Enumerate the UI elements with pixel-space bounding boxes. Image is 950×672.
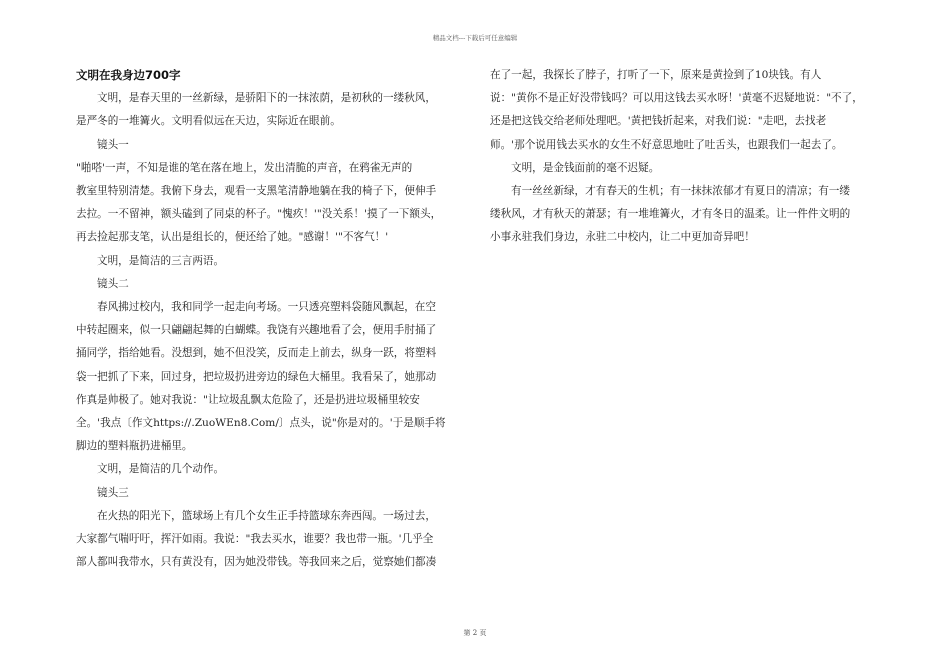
left-column [76, 64, 458, 574]
text-line: 小事永驻我们身边，永驻二中校内，让二中更加奇异吧！ [490, 231, 755, 244]
text-line: 镜头三 [97, 486, 129, 499]
text-line: 在了一起，我探长了脖子，打听了一下，原来是黄捡到了10块钱。有人 [490, 69, 822, 81]
text-line: 文明，是简洁的三言两语。 [97, 254, 225, 267]
text-line: 去拉。一不留神，额头磕到了同桌的杯子。"愧疚！'"没关系！'摸了一下额头， [76, 208, 442, 221]
text-line: 袋一把抓了下来，回过身，把垃圾扔进旁边的绿色大桶里。我看呆了，她那动 [76, 370, 437, 383]
paragraph [76, 482, 458, 505]
paragraph [76, 87, 458, 133]
text-line: 文明，是简洁的几个动作。 [97, 463, 225, 476]
text-line: 还是把这钱交给老师处理吧。'黄把钱折起来，对我们说："走吧，去找老 [490, 115, 827, 128]
paragraph [76, 134, 458, 157]
text-line: 文明，是春天里的一丝新绿，是骄阳下的一抹浓荫，是初秋的一缕秋风， [97, 92, 436, 105]
text-line: 脚边的塑料瓶扔进桶里。 [76, 440, 193, 453]
text-line: 春风拂过校内，我和同学一起走向考场。一只透亮塑料袋随风飘起，在空 [97, 301, 436, 314]
text-line: 镜头一 [97, 138, 129, 151]
right-column [490, 64, 876, 250]
text-line: 有一丝丝新绿，才有春天的生机；有一抹抹浓郁才有夏日的清凉；有一缕 [511, 185, 850, 198]
text-line: 说："黄你不是正好没带钱吗？可以用这钱去买水呀！'黄毫不迟疑地说："不了， [490, 92, 863, 105]
text-line: "啪嗒'一声，不知是谁的笔在落在地上，发出清脆的声音，在鸦雀无声的 [76, 161, 413, 174]
left-column-body [76, 87, 458, 574]
paragraph [490, 157, 876, 180]
text-line: 作真是帅极了。她对我说："让垃圾乱飘太危险了，还是扔进垃圾桶里较安 [76, 393, 420, 406]
text-line: 再去捡起那支笔，认出是组长的，便还给了她。"感谢！'"不客气！' [76, 231, 389, 244]
text-line: 大家都气喘吁吁，挥汗如雨。我说："我去买水，谁要？我也带一瓶。'几乎全 [76, 533, 434, 546]
paragraph [76, 250, 458, 273]
text-line: 在火热的阳光下，篮球场上有几个女生正手持篮球东奔西闯。一场过去， [97, 509, 436, 522]
paragraph [76, 296, 458, 458]
paragraph [490, 180, 876, 250]
paragraph [76, 273, 458, 296]
text-line: 文明，是金钱面前的毫不迟疑。 [511, 161, 660, 174]
text-line: 缕秋风，才有秋天的萧瑟；有一堆堆篝火，才有冬日的温柔。让一件件文明的 [490, 208, 851, 221]
page-header: 精品文档---下载后可任意编辑 [432, 34, 518, 42]
text-line: 师。'那个说用钱去买水的女生不好意思地吐了吐舌头，也跟我们一起去了。 [490, 138, 843, 151]
text-line: 是严冬的一堆篝火。文明看似远在天边，实际近在眼前。 [76, 115, 341, 128]
article-title: 文明在我身边700字 [76, 68, 181, 82]
text-line: 捅同学，指给她看。没想到，她不但没笑，反而走上前去，纵身一跃，将塑料 [76, 347, 437, 360]
text-line: 全。'我点〔作文https://.ZuoWEn8.Com/〕点头，说"你是对的。'于是顺手将 [76, 417, 446, 430]
text-line: 中转起圈来，似一只翩翩起舞的白蝴蝶。我饶有兴趣地看了会，便用手肘捅了 [76, 324, 437, 337]
paragraph [76, 505, 458, 575]
paragraph [76, 458, 458, 481]
right-column-body [490, 64, 876, 250]
text-line: 部人都叫我带水，只有黄没有，因为她没带钱。等我回来之后，觉察她们都凑 [76, 556, 437, 569]
page-footer: 第 2 页 [463, 629, 487, 637]
text-line: 教室里特别清楚。我俯下身去，观看一支黑笔清静地躺在我的椅子下，便伸手 [76, 185, 437, 198]
paragraph [76, 157, 458, 250]
text-line: 镜头二 [97, 277, 129, 290]
paragraph [490, 64, 876, 157]
